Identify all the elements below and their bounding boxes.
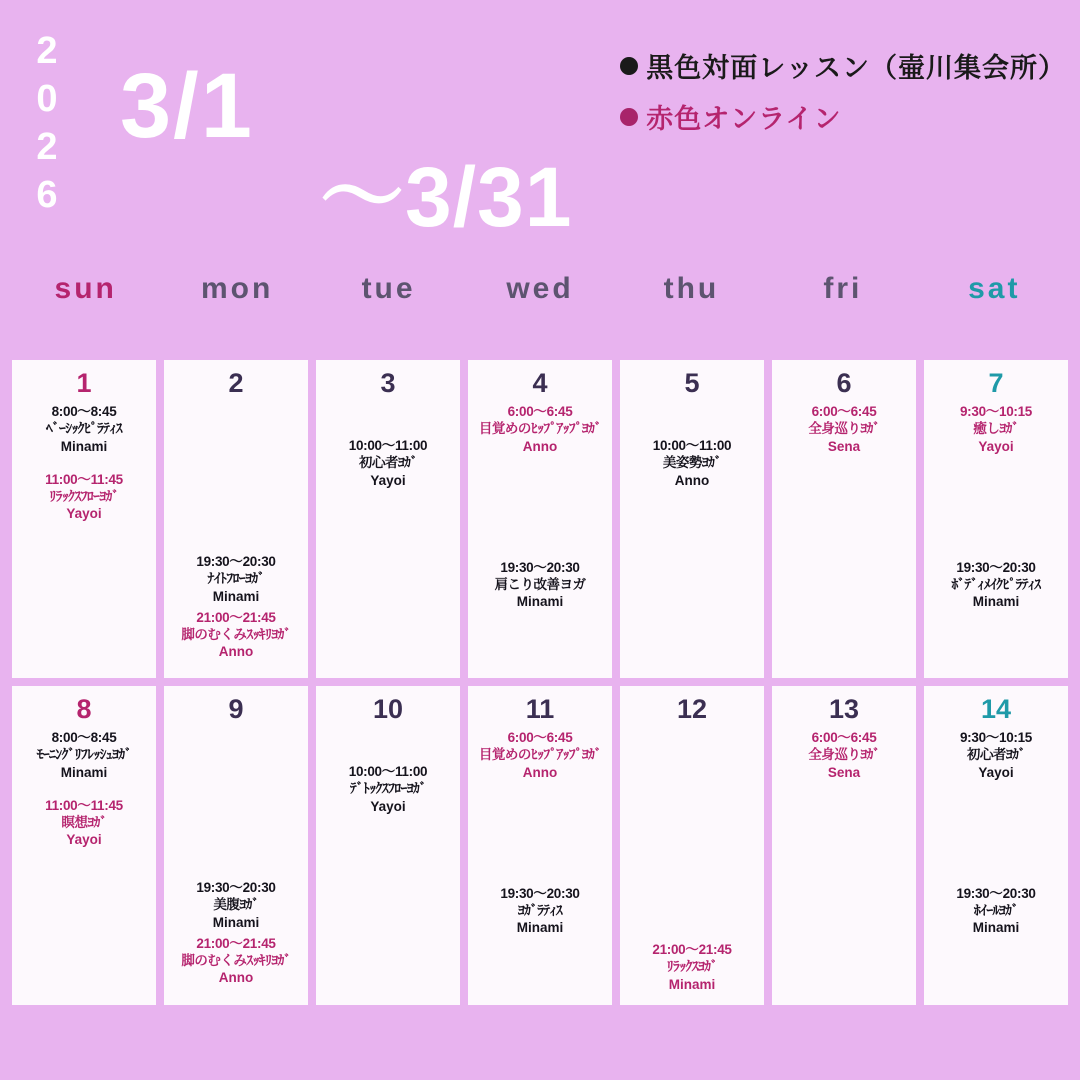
layout-spacer [472, 459, 608, 559]
day-number: 12 [676, 694, 708, 724]
lesson-instructor: Minami [516, 594, 564, 610]
weekday-mon: mon [200, 272, 274, 305]
layout-spacer [168, 729, 304, 879]
lesson-instructor: Yayoi [978, 438, 1014, 454]
lesson-time: 9:30〜10:15 [959, 730, 1033, 745]
lesson-entry[interactable] [624, 941, 760, 993]
layout-spacer [320, 403, 456, 437]
lesson-instructor: Anno [522, 764, 558, 780]
lesson-time: 21:00〜21:45 [196, 609, 276, 625]
day-number: 1 [76, 368, 92, 398]
lesson-time: 21:00〜21:45 [196, 935, 276, 951]
year-label: 2026 [26, 30, 68, 222]
lesson-instructor: Sena [827, 764, 861, 780]
day-number: 6 [836, 368, 852, 398]
layout-spacer [928, 459, 1064, 559]
lesson-instructor: Yayoi [370, 798, 406, 814]
lesson-entry[interactable] [776, 729, 912, 781]
legend [620, 46, 1066, 148]
lesson-entry[interactable] [472, 729, 608, 781]
lesson-instructor: Minami [668, 976, 716, 992]
lesson-title: 美姿勢ﾖｶﾞ [662, 455, 722, 471]
lesson-entry[interactable] [624, 437, 760, 489]
calendar-day-cell[interactable] [924, 686, 1068, 1005]
lesson-entry[interactable] [16, 403, 152, 455]
lesson-instructor: Anno [218, 644, 254, 660]
lesson-title: ﾍﾞｰｼｯｸﾋﾟﾗﾃｨｽ [46, 421, 122, 437]
lesson-entry[interactable] [776, 403, 912, 455]
lesson-time: 6:00〜6:45 [507, 730, 573, 745]
calendar-day-cell[interactable] [468, 360, 612, 678]
calendar-day-cell[interactable] [316, 686, 460, 1005]
lesson-title: 全身巡りﾖｶﾞ [808, 421, 880, 437]
lesson-time: 19:30〜20:30 [196, 880, 276, 895]
day-number: 9 [228, 694, 244, 724]
lesson-title: 美腹ﾖｶﾞ [213, 897, 259, 913]
lesson-time: 6:00〜6:45 [811, 404, 877, 419]
lesson-entry[interactable] [928, 729, 1064, 781]
calendar-day-cell[interactable] [316, 360, 460, 678]
lesson-entry[interactable] [16, 471, 152, 523]
weekday-tue: tue [361, 272, 416, 305]
lesson-time: 19:30〜20:30 [500, 559, 580, 575]
lesson-title: 初心者ﾖｶﾞ [966, 747, 1026, 763]
lesson-time: 11:00〜11:45 [45, 471, 123, 487]
lesson-instructor: Minami [972, 594, 1020, 610]
calendar-day-cell[interactable] [772, 360, 916, 678]
legend-label-online: 赤色オンライン [646, 104, 842, 134]
lesson-title: ﾘﾗｯｸｽﾖｶﾞ [666, 959, 718, 975]
lesson-entry[interactable] [168, 553, 304, 605]
lesson-title: ﾘﾗｯｸｽﾌﾛｰﾖｶﾞ [49, 489, 119, 505]
lesson-entry[interactable] [928, 559, 1064, 611]
lesson-entry[interactable] [928, 403, 1064, 455]
lesson-title: ﾖｶﾞﾗﾃｨｽ [517, 903, 563, 919]
lesson-time: 19:30〜20:30 [956, 885, 1036, 901]
calendar-day-cell[interactable] [164, 686, 308, 1005]
layout-spacer [928, 785, 1064, 885]
lesson-entry[interactable] [320, 437, 456, 489]
calendar-day-cell[interactable] [468, 686, 612, 1005]
legend-item-onsite [620, 46, 1066, 85]
lesson-entry[interactable] [168, 879, 304, 931]
calendar-day-cell[interactable] [620, 686, 764, 1005]
lesson-time: 9:30〜10:15 [959, 404, 1033, 419]
lesson-instructor: Yayoi [978, 764, 1014, 780]
day-number: 4 [532, 368, 548, 398]
lesson-instructor: Minami [516, 920, 564, 936]
calendar-day-cell[interactable] [620, 360, 764, 678]
lesson-time: 10:00〜11:00 [652, 438, 732, 453]
layout-spacer [624, 403, 760, 437]
calendar-grid [0, 360, 1080, 1005]
lesson-time: 19:30〜20:30 [500, 885, 580, 901]
layout-spacer [472, 785, 608, 885]
lesson-title: ﾎｲｰﾙﾖｶﾞ [973, 903, 1019, 919]
lesson-title: ﾓｰﾆﾝｸﾞﾘﾌﾚｯｼｭﾖｶﾞ [36, 747, 132, 763]
legend-label-onsite: 黒色対面レッスン（壷川集会所） [646, 53, 1066, 83]
date-start-label: 3/1 [120, 55, 254, 157]
lesson-instructor: Minami [972, 920, 1020, 936]
calendar-day-cell[interactable] [772, 686, 916, 1005]
lesson-entry[interactable] [16, 729, 152, 781]
lesson-instructor: Yayoi [66, 506, 102, 522]
lesson-instructor: Minami [212, 914, 260, 930]
lesson-title: 目覚めのﾋｯﾌﾟｱｯﾌﾟﾖｶﾞ [478, 747, 602, 763]
day-number: 2 [228, 368, 244, 398]
lesson-instructor: Minami [212, 588, 260, 604]
day-number: 14 [980, 694, 1012, 724]
lesson-entry[interactable] [168, 609, 304, 661]
lesson-instructor: Anno [674, 472, 710, 488]
header-banner [0, 0, 1080, 280]
lesson-instructor: Sena [827, 438, 861, 454]
lesson-title: ﾅｲﾄﾌﾛｰﾖｶﾞ [207, 571, 265, 587]
lesson-time: 21:00〜21:45 [652, 942, 732, 957]
day-number: 8 [76, 694, 92, 724]
lesson-title: 脚のむくみｽｯｷﾘﾖｶﾞ [181, 627, 291, 643]
day-number: 3 [380, 368, 396, 398]
day-number: 13 [828, 694, 860, 724]
lesson-instructor: Anno [218, 970, 254, 986]
legend-dot-black-icon [620, 57, 638, 75]
layout-spacer [168, 403, 304, 553]
lesson-entry[interactable] [168, 935, 304, 987]
lesson-title: 目覚めのﾋｯﾌﾟｱｯﾌﾟﾖｶﾞ [478, 421, 602, 437]
lesson-time: 19:30〜20:30 [956, 559, 1036, 575]
lesson-entry[interactable] [320, 763, 456, 815]
lesson-time: 10:00〜11:00 [348, 764, 428, 779]
lesson-title: 初心者ﾖｶﾞ [358, 455, 418, 471]
lesson-time: 8:00〜8:45 [51, 404, 117, 419]
day-number: 7 [988, 368, 1004, 398]
calendar-day-cell[interactable] [924, 360, 1068, 678]
lesson-time: 6:00〜6:45 [811, 730, 877, 745]
calendar-day-cell[interactable] [12, 360, 156, 678]
layout-spacer [16, 785, 152, 797]
lesson-entry[interactable] [472, 885, 608, 937]
layout-spacer [320, 729, 456, 763]
lesson-time: 6:00〜6:45 [507, 404, 573, 419]
day-number: 11 [525, 694, 555, 724]
lesson-instructor: Yayoi [66, 832, 102, 848]
day-number: 5 [684, 368, 700, 398]
lesson-title: 全身巡りﾖｶﾞ [808, 747, 880, 763]
weekday-sat: sat [968, 272, 1021, 305]
weekday-wed: wed [506, 272, 574, 305]
lesson-entry[interactable] [928, 885, 1064, 937]
lesson-instructor: Minami [60, 764, 108, 780]
lesson-title: 癒しﾖｶﾞ [973, 421, 1019, 437]
lesson-time: 11:00〜11:45 [45, 797, 123, 813]
legend-item-online [620, 97, 1066, 136]
weekday-thu: thu [663, 272, 720, 305]
layout-spacer [624, 879, 760, 941]
calendar-day-cell[interactable] [12, 686, 156, 1005]
lesson-time: 19:30〜20:30 [196, 554, 276, 569]
lesson-title: ﾃﾞﾄｯｸｽﾌﾛｰﾖｶﾞ [350, 781, 426, 797]
weekday-fri: fri [823, 272, 863, 305]
lesson-instructor: Minami [60, 438, 108, 454]
lesson-instructor: Yayoi [370, 472, 406, 488]
layout-spacer [624, 729, 760, 879]
calendar-day-cell[interactable] [164, 360, 308, 678]
legend-dot-red-icon [620, 108, 638, 126]
lesson-time: 8:00〜8:45 [51, 730, 117, 745]
lesson-instructor: Anno [522, 438, 558, 454]
lesson-title: 瞑想ﾖｶﾞ [61, 815, 107, 831]
lesson-entry[interactable] [16, 797, 152, 849]
lesson-entry[interactable] [472, 559, 608, 611]
lesson-entry[interactable] [472, 403, 608, 455]
weekday-sun: sun [54, 272, 117, 305]
layout-spacer [16, 459, 152, 471]
date-end-label: 〜3/31 [320, 150, 573, 244]
lesson-title: ﾎﾞﾃﾞｨﾒｲｸﾋﾟﾗﾃｨｽ [951, 577, 1041, 593]
lesson-time: 10:00〜11:00 [348, 438, 428, 453]
day-number: 10 [372, 694, 404, 724]
lesson-title: 肩こり改善ヨガ [494, 577, 586, 593]
lesson-title: 脚のむくみｽｯｷﾘﾖｶﾞ [181, 953, 291, 969]
